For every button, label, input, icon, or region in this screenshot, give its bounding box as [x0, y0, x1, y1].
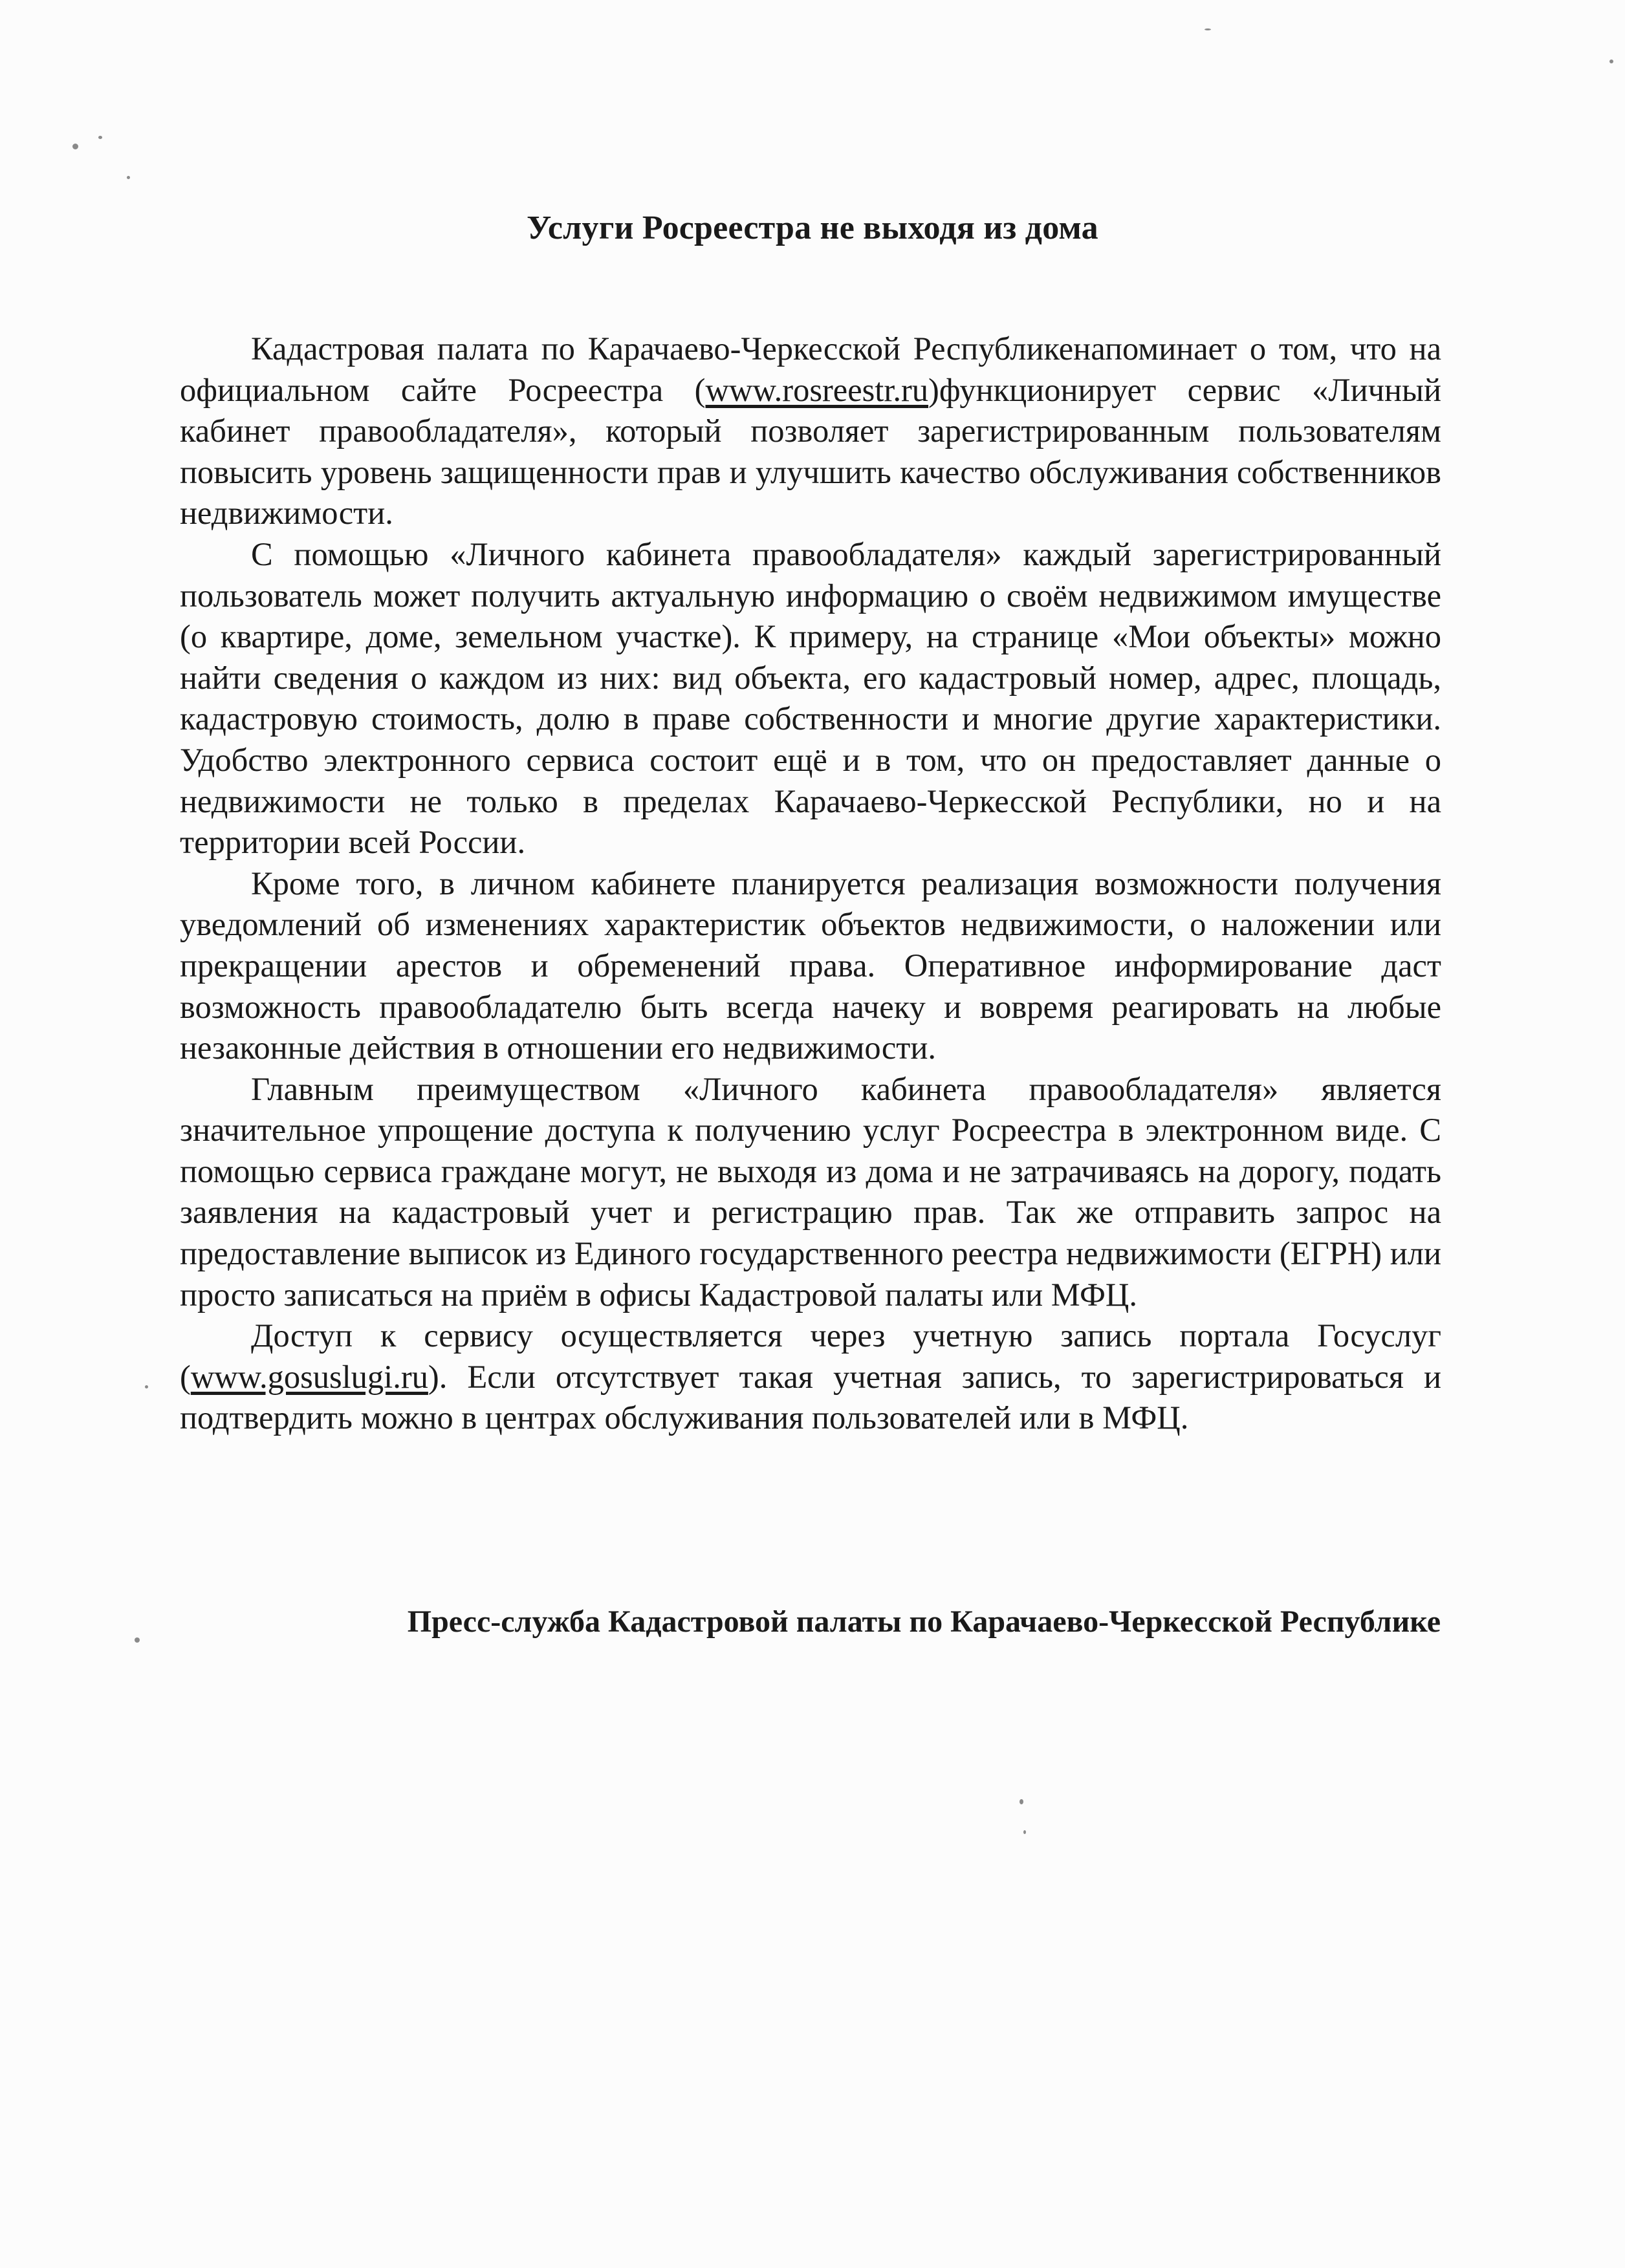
gosuslugi-link[interactable]: www.gosuslugi.ru — [190, 1358, 428, 1395]
scan-speck — [72, 144, 78, 149]
paragraph-1-text-b: )функционирует сервис «Личный кабинет правообладателя», который позволяет зарегистрированным пользователям повысить уровень защищенности прав и улучшить качество обслуживания собственников недвижимости. — [180, 371, 1442, 532]
paragraph-4: Главным преимуществом «Личного кабинета правообладателя» является значительное упрощение доступа к получению услуг Росреестра в электронном виде. С помощью сервиса граждане могут, не выходя из дома и не затрачиваясь на дорогу, подать заявления на кадастровый учет и регистрацию прав. Так же отправить запрос на предоставление выписок из Единого государственного реестра недвижимости (ЕГРН) или просто записаться на приём в офисы Кадастровой палаты или МФЦ. — [180, 1070, 1441, 1313]
scan-speck — [98, 136, 102, 139]
paragraph-5-text-b: ). Если отсутствует такая учетная запись, то зарегистрироваться и подтвердить можно в центрах обслуживания пользователей или в МФЦ. — [180, 1358, 1441, 1436]
document-body — [180, 329, 1441, 1439]
scan-speck — [127, 176, 130, 179]
scan-speck — [1020, 1799, 1023, 1804]
scan-speck — [1023, 1830, 1026, 1834]
scan-speck — [1205, 28, 1211, 30]
document-title: Услуги Росреестра не выходя из дома — [527, 210, 1098, 246]
paragraph-2: С помощью «Личного кабинета правообладателя» каждый зарегистрированный пользователь может получить актуальную информацию о своём недвижимом имуществе (о квартире, доме, земельном участке). К примеру, на странице «Мои объекты» можно найти сведения о каждом из них: вид объекта, его кадастровый номер, адрес, площадь, кадастровую стоимость, долю в праве собственности и многие другие характеристики. Удобство электронного сервиса состоит ещё и в том, что он предоставляет данные о недвижимости не только в пределах Карачаево-Черкесской Республики, но и на территории всей России. — [180, 535, 1441, 861]
rosreestr-link[interactable]: www.rosreestr.ru — [705, 371, 929, 408]
scan-speck — [135, 1637, 140, 1643]
paragraph-1 — [180, 329, 1441, 534]
paragraph-5 — [180, 1315, 1441, 1439]
scan-speck — [145, 1385, 148, 1388]
paragraph-1-text-a: Кадастровая палата по Карачаево-Черкесской Республикенапоминает о том, что на официальном сайте Росреестра ( — [180, 330, 1441, 408]
signature-press-service: Пресс-служба Кадастровой палаты по Карачаево-Черкесской Республике — [407, 1604, 1441, 1639]
scan-speck — [1609, 59, 1613, 63]
paragraph-3: Кроме того, в личном кабинете планируется реализация возможности получения уведомлений об изменениях характеристик объектов недвижимости, о наложении или прекращении арестов и обременений права. Оперативное информирование даст возможность правообладателю быть всегда начеку и вовремя реагировать на любые незаконные действия в отношении его недвижимости. — [180, 865, 1441, 1066]
paragraph-5-text-a: Доступ к сервису осуществляется через учетную запись портала Госуслуг ( — [180, 1317, 1441, 1395]
